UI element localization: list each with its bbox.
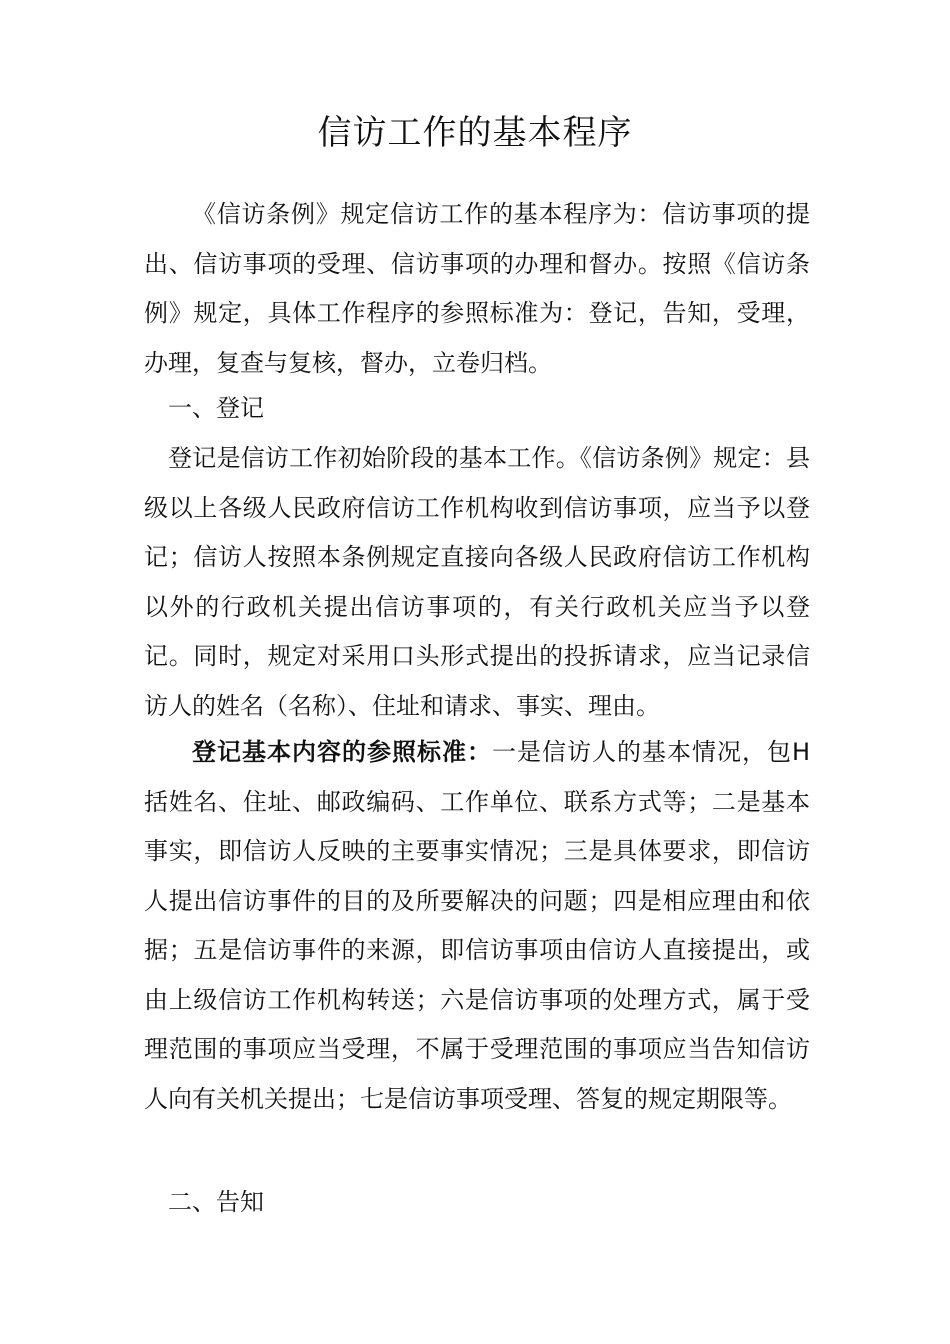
registration-standard-paragraph: [144, 728, 810, 1124]
registration-standard-label: 登记基本内容的参照标准：: [192, 738, 492, 766]
intro-paragraph: 《信访条例》规定信访工作的基本程序为：信访事项的提出、信访事项的受理、信访事项的办理和督办。按照《信访条例》规定，具体工作程序的参照标准为：登记，告知，受理，办理，复查与复核，督办，立卷归档。: [144, 200, 810, 377]
section-heading-notification: 二、告知: [168, 1188, 264, 1216]
registration-standard-text: 一是信访人的基本情况，包H括姓名、住址、邮政编码、工作单位、联系方式等；二是基本事实，即信访人反映的主要事实情况；三是具体要求，即信访人提出信访事件的目的及所要解决的问题；四是相应理由和依据；五是信访事件的来源，即信访事项由信访人直接提出，或由上级信访工作机构转送；六是信访事项的处理方式，属于受理范围的事项应当受理，不属于受理范围的事项应当告知信访人向有关机关提出；七是信访事项受理、答复的规定期限等。: [144, 738, 811, 1113]
section-heading-registration: 一、登记: [168, 394, 264, 422]
registration-paragraph: 登记是信访工作初始阶段的基本工作。《信访条例》规定：县级以上各级人民政府信访工作机构收到信访事项，应当予以登记；信访人按照本条例规定直接向各级人民政府信访工作机构以外的行政机关提出信访事项的，有关行政机关应当予以登记。同时，规定对采用口头形式提出的投拆请求，应当记录信访人的姓名（名称）、住址和请求、事实、理由。: [144, 444, 810, 720]
document-title: 信访工作的基本程序: [317, 113, 633, 153]
